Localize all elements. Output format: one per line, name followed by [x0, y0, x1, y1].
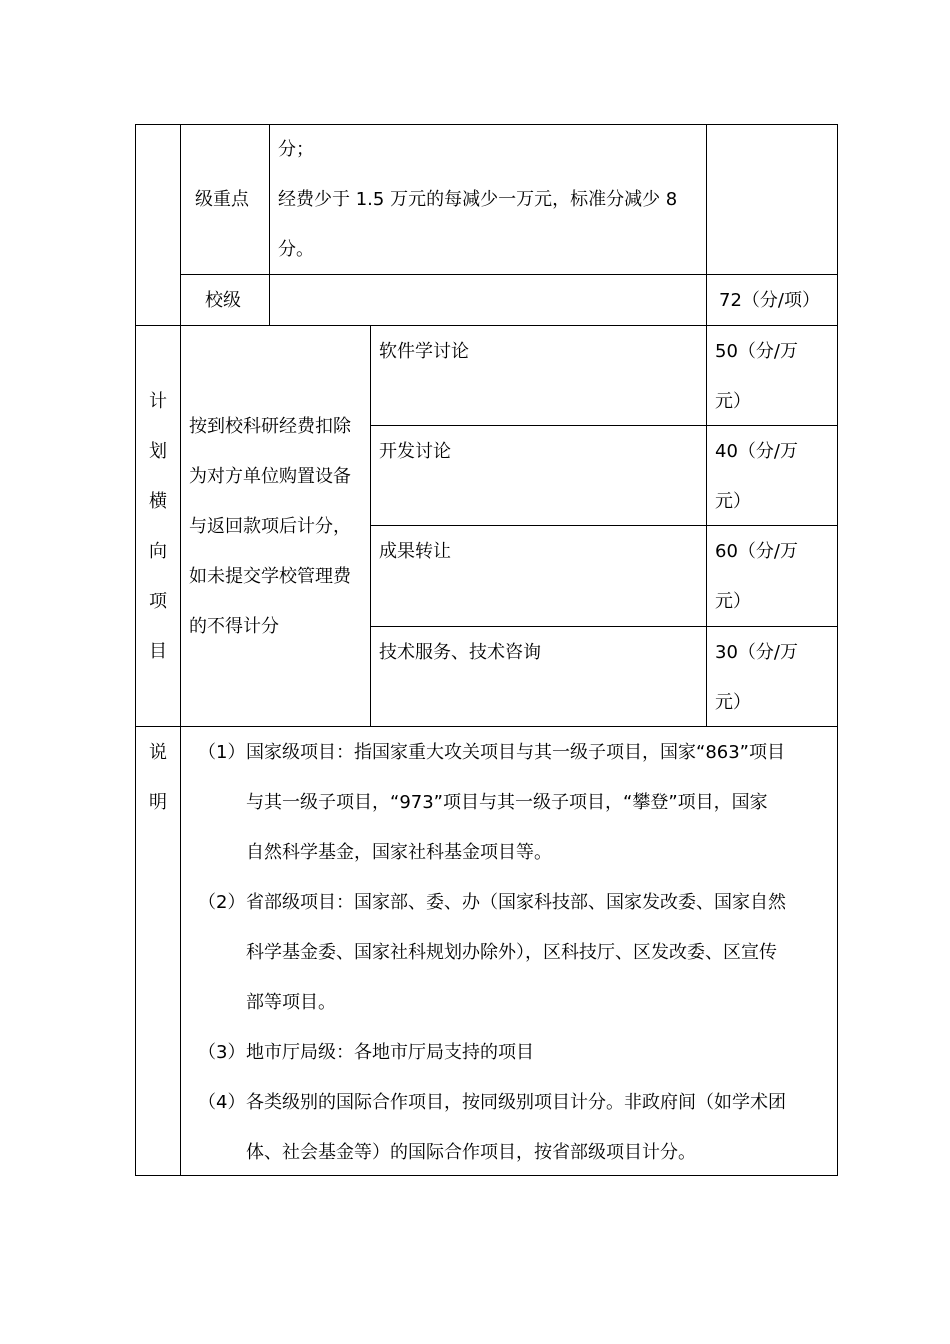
project-score: 60（分/万: [715, 541, 798, 562]
note-line: 国家级项目：指国家重大攻关项目与其一级子项目，国家“863”项目: [246, 742, 786, 763]
note-line: 科学基金委、国家社科规划办除外），区科技厅、区发改委、区宣传: [246, 942, 777, 963]
project-score: 元）: [715, 491, 751, 512]
note-number: （3）: [198, 1042, 246, 1063]
note-line: 地市厅局级：各地市厅局支持的项目: [246, 1042, 534, 1063]
project-name: 开发讨论: [379, 441, 451, 462]
note-line: 部等项目。: [246, 992, 336, 1013]
school-level-label: 校级: [205, 290, 241, 311]
project-score: 元）: [715, 591, 751, 612]
project-name: 技术服务、技术咨询: [379, 642, 541, 663]
rule-line: 经费少于 1.5 万元的每减少一万元，标准分减少 8: [278, 189, 678, 210]
project-score: 元）: [715, 391, 751, 412]
note-number: （2）: [198, 892, 246, 913]
note-number: （4）: [198, 1092, 246, 1113]
category-char: 划: [149, 441, 167, 462]
note-line: 自然科学基金，国家社科基金项目等。: [246, 842, 552, 863]
condition-line: 与返回款项后计分，: [189, 516, 351, 537]
category-char: 计: [149, 391, 167, 412]
note-line: 各类级别的国际合作项目，按同级别项目计分。非政府间（如学术团: [246, 1092, 786, 1113]
note-line: 体、社会基金等）的国际合作项目，按省部级项目计分。: [246, 1142, 696, 1163]
project-score: 30（分/万: [715, 642, 798, 663]
project-name: 软件学讨论: [379, 341, 469, 362]
condition-line: 为对方单位购置设备: [189, 466, 351, 487]
project-score: 元）: [715, 692, 751, 713]
project-score: 50（分/万: [715, 341, 798, 362]
school-level-score: 72（分/项）: [719, 290, 820, 311]
rule-line: 分。: [278, 239, 314, 260]
condition-line: 的不得计分: [189, 616, 279, 637]
project-score: 40（分/万: [715, 441, 798, 462]
category-char: 目: [149, 641, 167, 662]
note-number: （1）: [198, 742, 246, 763]
level-label: 级重点: [195, 189, 249, 210]
category-char: 横: [149, 491, 167, 512]
category-char: 项: [149, 591, 167, 612]
note-line: 省部级项目：国家部、委、办（国家科技部、国家发改委、国家自然: [246, 892, 786, 913]
condition-line: 按到校科研经费扣除: [189, 416, 351, 437]
rule-line: 分；: [278, 139, 314, 160]
note-line: 与其一级子项目，“973”项目与其一级子项目，“攀登”项目，国家: [246, 792, 768, 813]
project-name: 成果转让: [379, 541, 451, 562]
notes-label-char: 说: [149, 742, 167, 763]
condition-line: 如未提交学校管理费: [189, 566, 351, 587]
category-char: 向: [149, 541, 167, 562]
notes-label-char: 明: [149, 792, 167, 813]
